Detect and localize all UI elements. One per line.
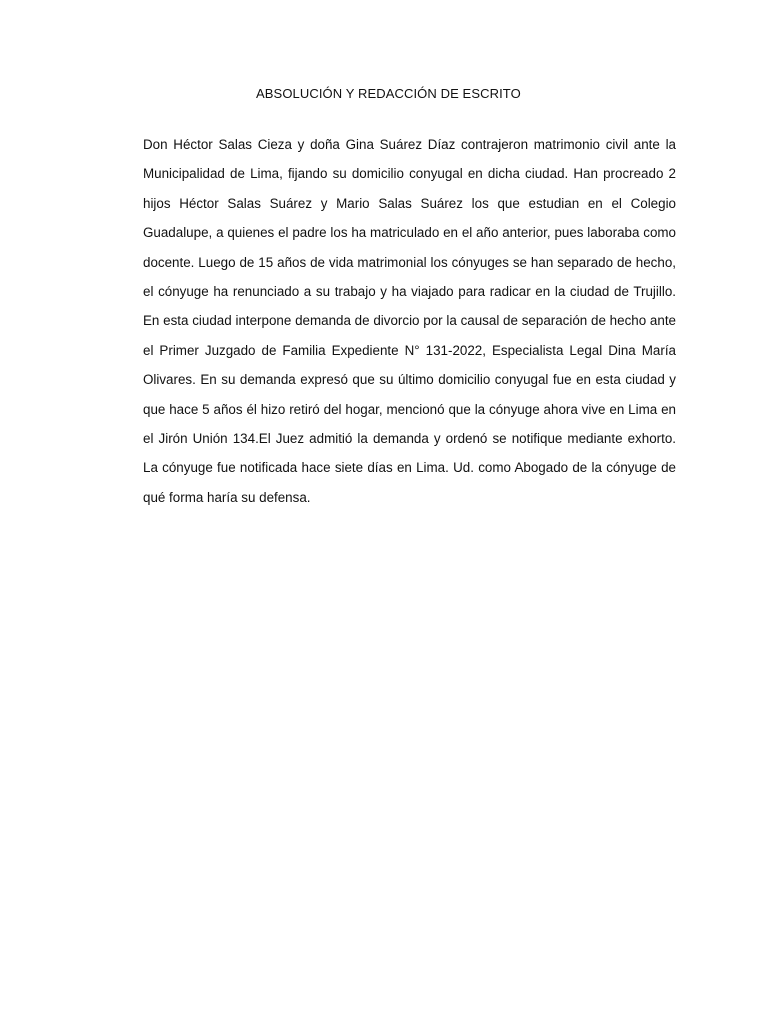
document-body-paragraph: Don Héctor Salas Cieza y doña Gina Suárez Díaz contrajeron matrimonio civil ante la Municipalidad de Lima, fijando su domicilio conyugal en dicha ciudad. Han procreado 2 hijos Héctor Salas Suárez y Mario Salas Suárez los que estudian en el Colegio Guadalupe, a quienes el padre los ha matriculado en el año anterior, pues laboraba como docente. Luego de 15 años de vida matrimonial los cónyuges se han separado de hecho, el cónyuge ha renunciado a su trabajo y ha viajado para radicar en la ciudad de Trujillo. En esta ciudad interpone demanda de divorcio por la causal de separación de hecho ante el Primer Juzgado de Familia Expediente N° 131-2022, Especialista Legal Dina María Olivares. En su demanda expresó que su último domicilio conyugal fue en esta ciudad y que hace 5 años él hizo retiró del hogar, mencionó que la cónyuge ahora vive en Lima en el Jirón Unión 134.El Juez admitió la demanda y ordenó se notifique mediante exhorto. La cónyuge fue notificada hace siete días en Lima. Ud. como Abogado de la cónyuge de qué forma haría su defensa. xyxy=(143,137,676,505)
document-title: ABSOLUCIÓN Y REDACCIÓN DE ESCRITO xyxy=(256,86,521,101)
